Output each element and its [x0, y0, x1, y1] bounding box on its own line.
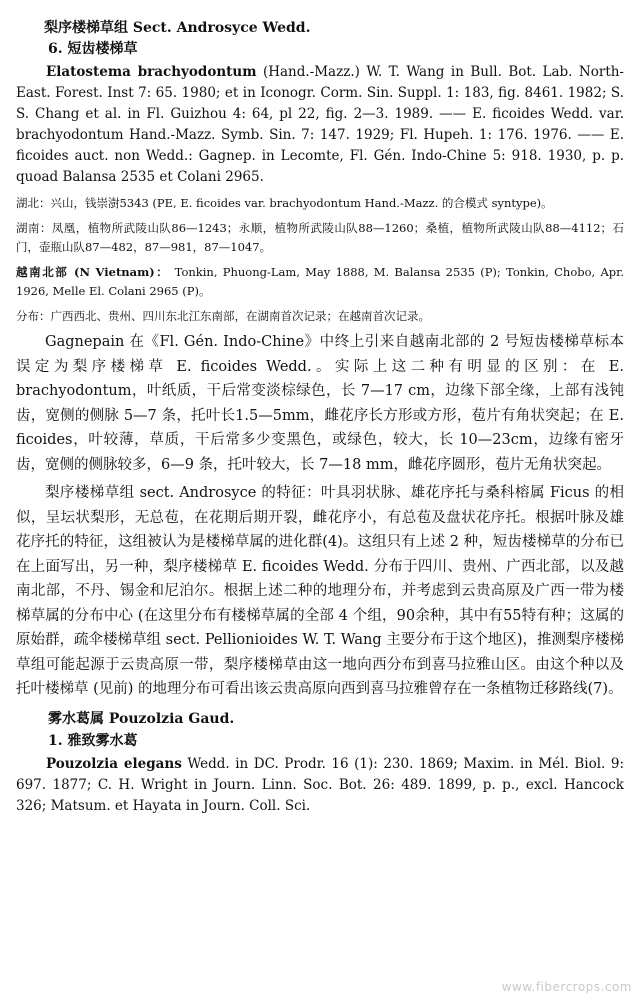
species-6-heading: 6. 短齿楼梯草 — [48, 41, 138, 57]
specimen-vietnam-text: Tonkin, Phuong-Lam, May 1888, M. Balansa 2535 (P); Tonkin, Chobo, Apr. 1926, Melle El. Colani 2965 (P)。 — [16, 265, 625, 298]
distribution: 分布：广西西北、贵州、四川东北江东南部，在湖南首次记录；在越南首次记录。 — [16, 309, 430, 323]
genus-species-1-citation — [16, 754, 624, 817]
genus-species-1-citation-text: Wedd. in DC. Prodr. 16 (1): 230. 1869; Maxim. in Mél. Biol. 9: 697. 1877; C. H. Wright in Journ. Linn. Soc. Bot. 26: 489. 1899, p. p., excl. Hancock 326; Matsum. et Hayata in Journ. Coll. Sci. — [16, 755, 624, 814]
genus-species-1-heading: 1. 雅致雾水葛 — [48, 732, 138, 749]
section-title: 梨序楼梯草组 Sect. Androsyce Wedd. — [44, 20, 311, 36]
species-6-citation-text: (Hand.-Mazz.) W. T. Wang in Bull. Bot. Lab. North-East. Forest. Inst 7: 65. 1980; et in Iconogr. Corm. Sin. Suppl. 1: 183, fig. 8461. 1982; S. S. Chang et al. in Fl. Guizhou 4: 64, pl 22, fig. 2—3. 1989. —— E. ficoides Wedd. var. brachyodontum Hand.-Mazz. Symb. Sin. 7: 147. 1929; Fl. Hupeh. 1: 176. 1976. —— E. ficoides auct. non Wedd.: Gagnep. in Lecomte, Fl. Gén. Indo-Chine 5: 918. 1930, p. p. quoad Balansa 2535 et Colani 2965. — [16, 64, 624, 185]
specimen-vietnam — [16, 263, 624, 301]
genus-species-1-name: Pouzolzia elegans — [46, 755, 182, 772]
species-6-name: Elatostema brachyodontum — [46, 64, 257, 80]
species-6-citation — [16, 62, 624, 188]
watermark: www.fibercrops.com — [501, 980, 632, 994]
specimen-hunan: 湖南：凤凰，植物所武陵山队86—1243；永顺，植物所武陵山队88—1260；桑植，植物所武陵山队88—4112；石门，壶瓶山队87—482，87—981，87—1047。 — [16, 221, 624, 254]
specimen-vietnam-label: 越南北部 (N Vietnam)： — [16, 265, 170, 279]
discussion-paragraph-1: Gagnepain 在《Fl. Gén. Indo-Chine》中终上引来自越南北部的 2 号短齿楼梯草标本误定为梨序楼梯草 E. ficoides Wedd.。实际上这二种有明显的区别：在 E. brachyodontum，叶纸质，干后常变淡棕绿色，长 7—17 cm，边缘下部全缘，上部有浅钝齿，宽侧的侧脉 5—7 条，托叶长1.5—5mm，雌花序长方形或方形，苞片有角状突起；在 E. ficoides，叶较薄，草质，干后常多少变黑色，或绿色，较大，长 10—23cm，边缘有密牙齿，宽侧的侧脉较多，6—9 条，托叶较大，长 7—18 mm，雌花序圆形，苞片无角状突起。 — [16, 334, 624, 473]
specimen-hubei: 湖北：兴山，钱崇澍5343 (PE, E. ficoides var. brachyodontum Hand.-Mazz. 的合模式 syntype)。 — [16, 196, 553, 210]
genus-heading: 雾水葛属 Pouzolzia Gaud. — [48, 710, 235, 727]
discussion-paragraph-2: 梨序楼梯草组 sect. Androsyce 的特征：叶具羽状脉、雄花序托与桑科榕属 Ficus 的相似，呈坛状梨形，无总苞，在花期后期开裂，雌花序小，有总苞及盘状花序托。根据叶脉及雄花序托的特征，这组被认为是楼梯草属的进化群(4)。这组只有上述 2 种，短齿楼梯草的分布已在上面写出，另一种，梨序楼梯草 E. ficoides Wedd. 分布于四川、贵州、广西北部，以及越南北部，不丹、锡金和尼泊尔。根据上述二种的地理分布，并考虑到云贵高原及广西一带为楼梯草属的分布中心 (在这里分布有楼梯草属的全部 4 个组，90余种，其中有55特有种；这属的原始群，疏伞楼梯草组 sect. Pellionioides W. T. Wang 主要分布于这个地区)，推测梨序楼梯草组可能起源于云贵高原一带，梨序楼梯草由这一地向西分布到喜马拉雅山区。由这个种以及托叶楼梯草 (见前) 的地理分布可看出该云贵高原向西到喜马拉雅曾存在一条植物迁移路线(7)。 — [16, 485, 624, 697]
